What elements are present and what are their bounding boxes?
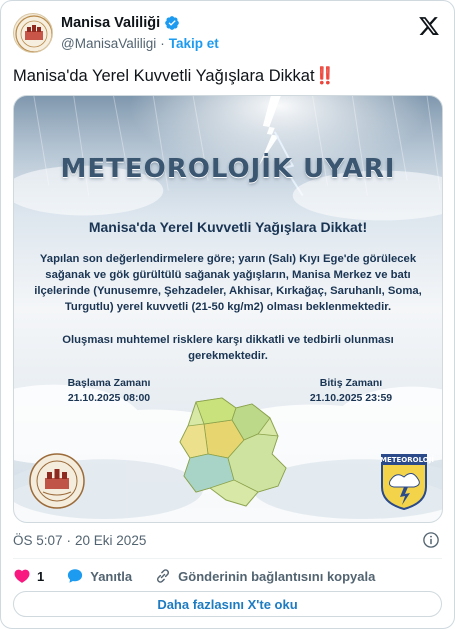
warning-headline: Manisa'da Yerel Kuvvetli Yağışlara Dikkat!: [88, 219, 368, 235]
tweet-text-content: Manisa'da Yerel Kuvvetli Yağışlara Dikkat: [13, 67, 315, 85]
x-logo-icon[interactable]: [418, 15, 440, 37]
tweet-media-image[interactable]: [13, 95, 443, 523]
warning-advice: Oluşması muhtemel risklere karşı dikkatli ve tedbirli olunması gerekmektedir.: [62, 334, 394, 362]
verified-badge-icon: [164, 15, 180, 31]
action-bar: [13, 566, 397, 586]
start-time-value: 21.10.2025 08:00: [67, 392, 151, 404]
like-button[interactable]: [13, 567, 44, 585]
separator-dot: ·: [160, 36, 165, 51]
follow-button[interactable]: Takip et: [168, 36, 219, 51]
account-handle-row: [61, 36, 219, 51]
manisa-district-map: [174, 396, 294, 511]
account-name[interactable]: Manisa Valiliği: [61, 15, 161, 31]
divider: [13, 558, 442, 559]
like-count: 1: [37, 568, 45, 584]
manisa-governorship-seal: [28, 452, 86, 510]
tweet-time: ÖS 5:07: [13, 533, 63, 548]
account-handle[interactable]: @ManisaValiligi: [61, 36, 157, 51]
avatar[interactable]: [13, 13, 53, 53]
warning-body: Yapılan son değerlendirmelere göre; yarın (Salı) Kıyı Ege'de görülecek sağanak ve gök gürültülü sağanak yağışların, Manisa Merkez ve batı ilçelerinde (Yunusemre, Şehzadeler, Akhisar, Kırkağaç, Saruhanlı, Soma, Turgutlu) yerel kuvvetli (21-50 kg/m2) olması beklenmektedir.: [34, 253, 422, 313]
end-time-label: Bitiş Zamanı: [319, 377, 383, 389]
tweet-text: [13, 67, 333, 86]
copy-link-label: Gönderinin bağlantısını kopyala: [178, 568, 376, 584]
link-icon: [154, 567, 172, 585]
read-more-on-x-button[interactable]: Daha fazlasını X'te oku: [13, 591, 442, 617]
meteorology-badge: [380, 451, 434, 511]
double-exclamation-emoji: ‼️: [314, 67, 334, 85]
start-time-label: Başlama Zamanı: [67, 377, 151, 389]
end-time-value: 21.10.2025 23:59: [309, 392, 393, 404]
copy-link-button[interactable]: [154, 567, 375, 585]
account-name-row: [61, 15, 180, 31]
reply-button[interactable]: [66, 567, 132, 585]
meteorology-badge-label: METEOROLOJİ: [380, 456, 434, 464]
tweet-timestamp[interactable]: [13, 533, 146, 548]
timestamp-separator: ·: [66, 533, 72, 548]
info-icon[interactable]: [422, 531, 440, 549]
reply-bubble-icon: [66, 567, 84, 585]
reply-label: Yanıtla: [90, 568, 133, 584]
tweet-header: [13, 13, 442, 55]
tweet-date: 20 Eki 2025: [75, 533, 147, 548]
warning-title: METEOROLOJİK UYARI: [60, 154, 396, 184]
heart-icon: [13, 567, 31, 585]
